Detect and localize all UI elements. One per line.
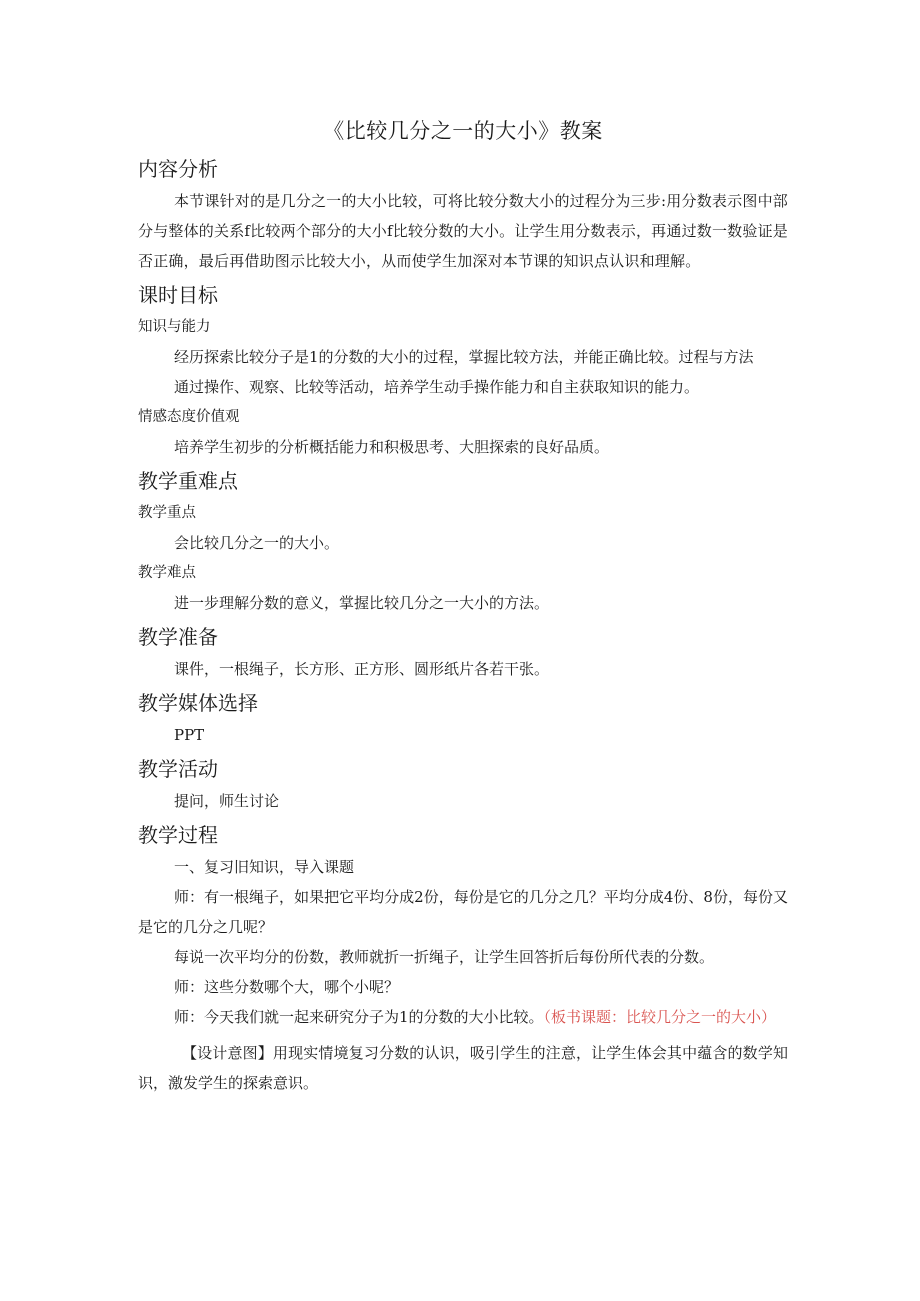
heading-key-points: 教学重难点	[138, 469, 238, 493]
document-page	[138, 112, 788, 1098]
label-knowledge-ability: 知识与能力	[138, 319, 211, 335]
label-difficult-point: 教学难点	[138, 565, 196, 581]
label-emotion-values: 情感态度价值观	[138, 409, 240, 425]
content-analysis-text: 本节课针对的是几分之一的大小比较，可将比较分数大小的过程分为三步:用分数表示图中部分与整体的关系f比较两个部分的大小f比较分数的大小。让学生用分数表示，再通过数一数验证是否正确，最后再借助图示比较大小，从而使学生加深对本节课的知识点认识和理解。	[138, 192, 788, 270]
media-text: PPT	[174, 726, 205, 744]
section-key-points	[138, 464, 788, 618]
activities-text: 提问，师生讨论	[174, 792, 280, 810]
process-para-1: 师：有一根绳子，如果把它平均分成2份，每份是它的几分之几？平均分成4份、8份，每份又是它的几分之几呢？	[138, 888, 788, 936]
design-intent: 【设计意图】用现实情境复习分数的认识，吸引学生的注意，让学生体会其中蕴含的数学知识，激发学生的探索意识。	[138, 1044, 788, 1092]
key-point-text: 会比较几分之一的大小。	[174, 534, 340, 552]
process-method-text: 通过操作、观察、比较等活动，培养学生动手操作能力和自主获取知识的能力。	[174, 378, 700, 396]
emotion-values-text: 培养学生初步的分析概括能力和积极思考、大胆探索的良好品质。	[174, 438, 610, 456]
heading-process: 教学过程	[138, 823, 218, 847]
section-activities	[138, 752, 788, 816]
process-para-4	[138, 1002, 788, 1032]
heading-preparation: 教学准备	[138, 625, 218, 649]
heading-objectives: 课时目标	[138, 283, 218, 307]
section-preparation	[138, 620, 788, 684]
label-key-point: 教学重点	[138, 505, 196, 521]
difficult-point-text: 进一步理解分数的意义，掌握比较几分之一大小的方法。	[174, 594, 550, 612]
heading-content-analysis: 内容分析	[138, 157, 218, 181]
process-para-3: 师：这些分数哪个大，哪个小呢？	[174, 978, 400, 996]
section-objectives	[138, 278, 788, 462]
process-step-1: 一、复习旧知识，导入课题	[174, 858, 355, 876]
document-title: 《比较几分之一的大小》教案	[323, 119, 603, 143]
preparation-text: 课件，一根绳子，长方形、正方形、圆形纸片各若干张。	[174, 660, 550, 678]
section-content-analysis	[138, 152, 788, 276]
heading-activities: 教学活动	[138, 757, 218, 781]
section-media	[138, 686, 788, 750]
process-para-2: 每说一次平均分的份数，教师就折一折绳子，让学生回答折后每份所代表的分数。	[174, 948, 715, 966]
heading-media: 教学媒体选择	[138, 691, 258, 715]
section-process	[138, 818, 788, 1098]
board-title-note: （板书课题：比较几分之一的大小）	[543, 1008, 777, 1026]
process-para-4-main: 师：今天我们就一起来研究分子为1的分数的大小比较。	[174, 1008, 544, 1026]
knowledge-ability-text: 经历探索比较分子是1的分数的大小的过程，掌握比较方法，并能正确比较。过程与方法	[174, 348, 754, 366]
